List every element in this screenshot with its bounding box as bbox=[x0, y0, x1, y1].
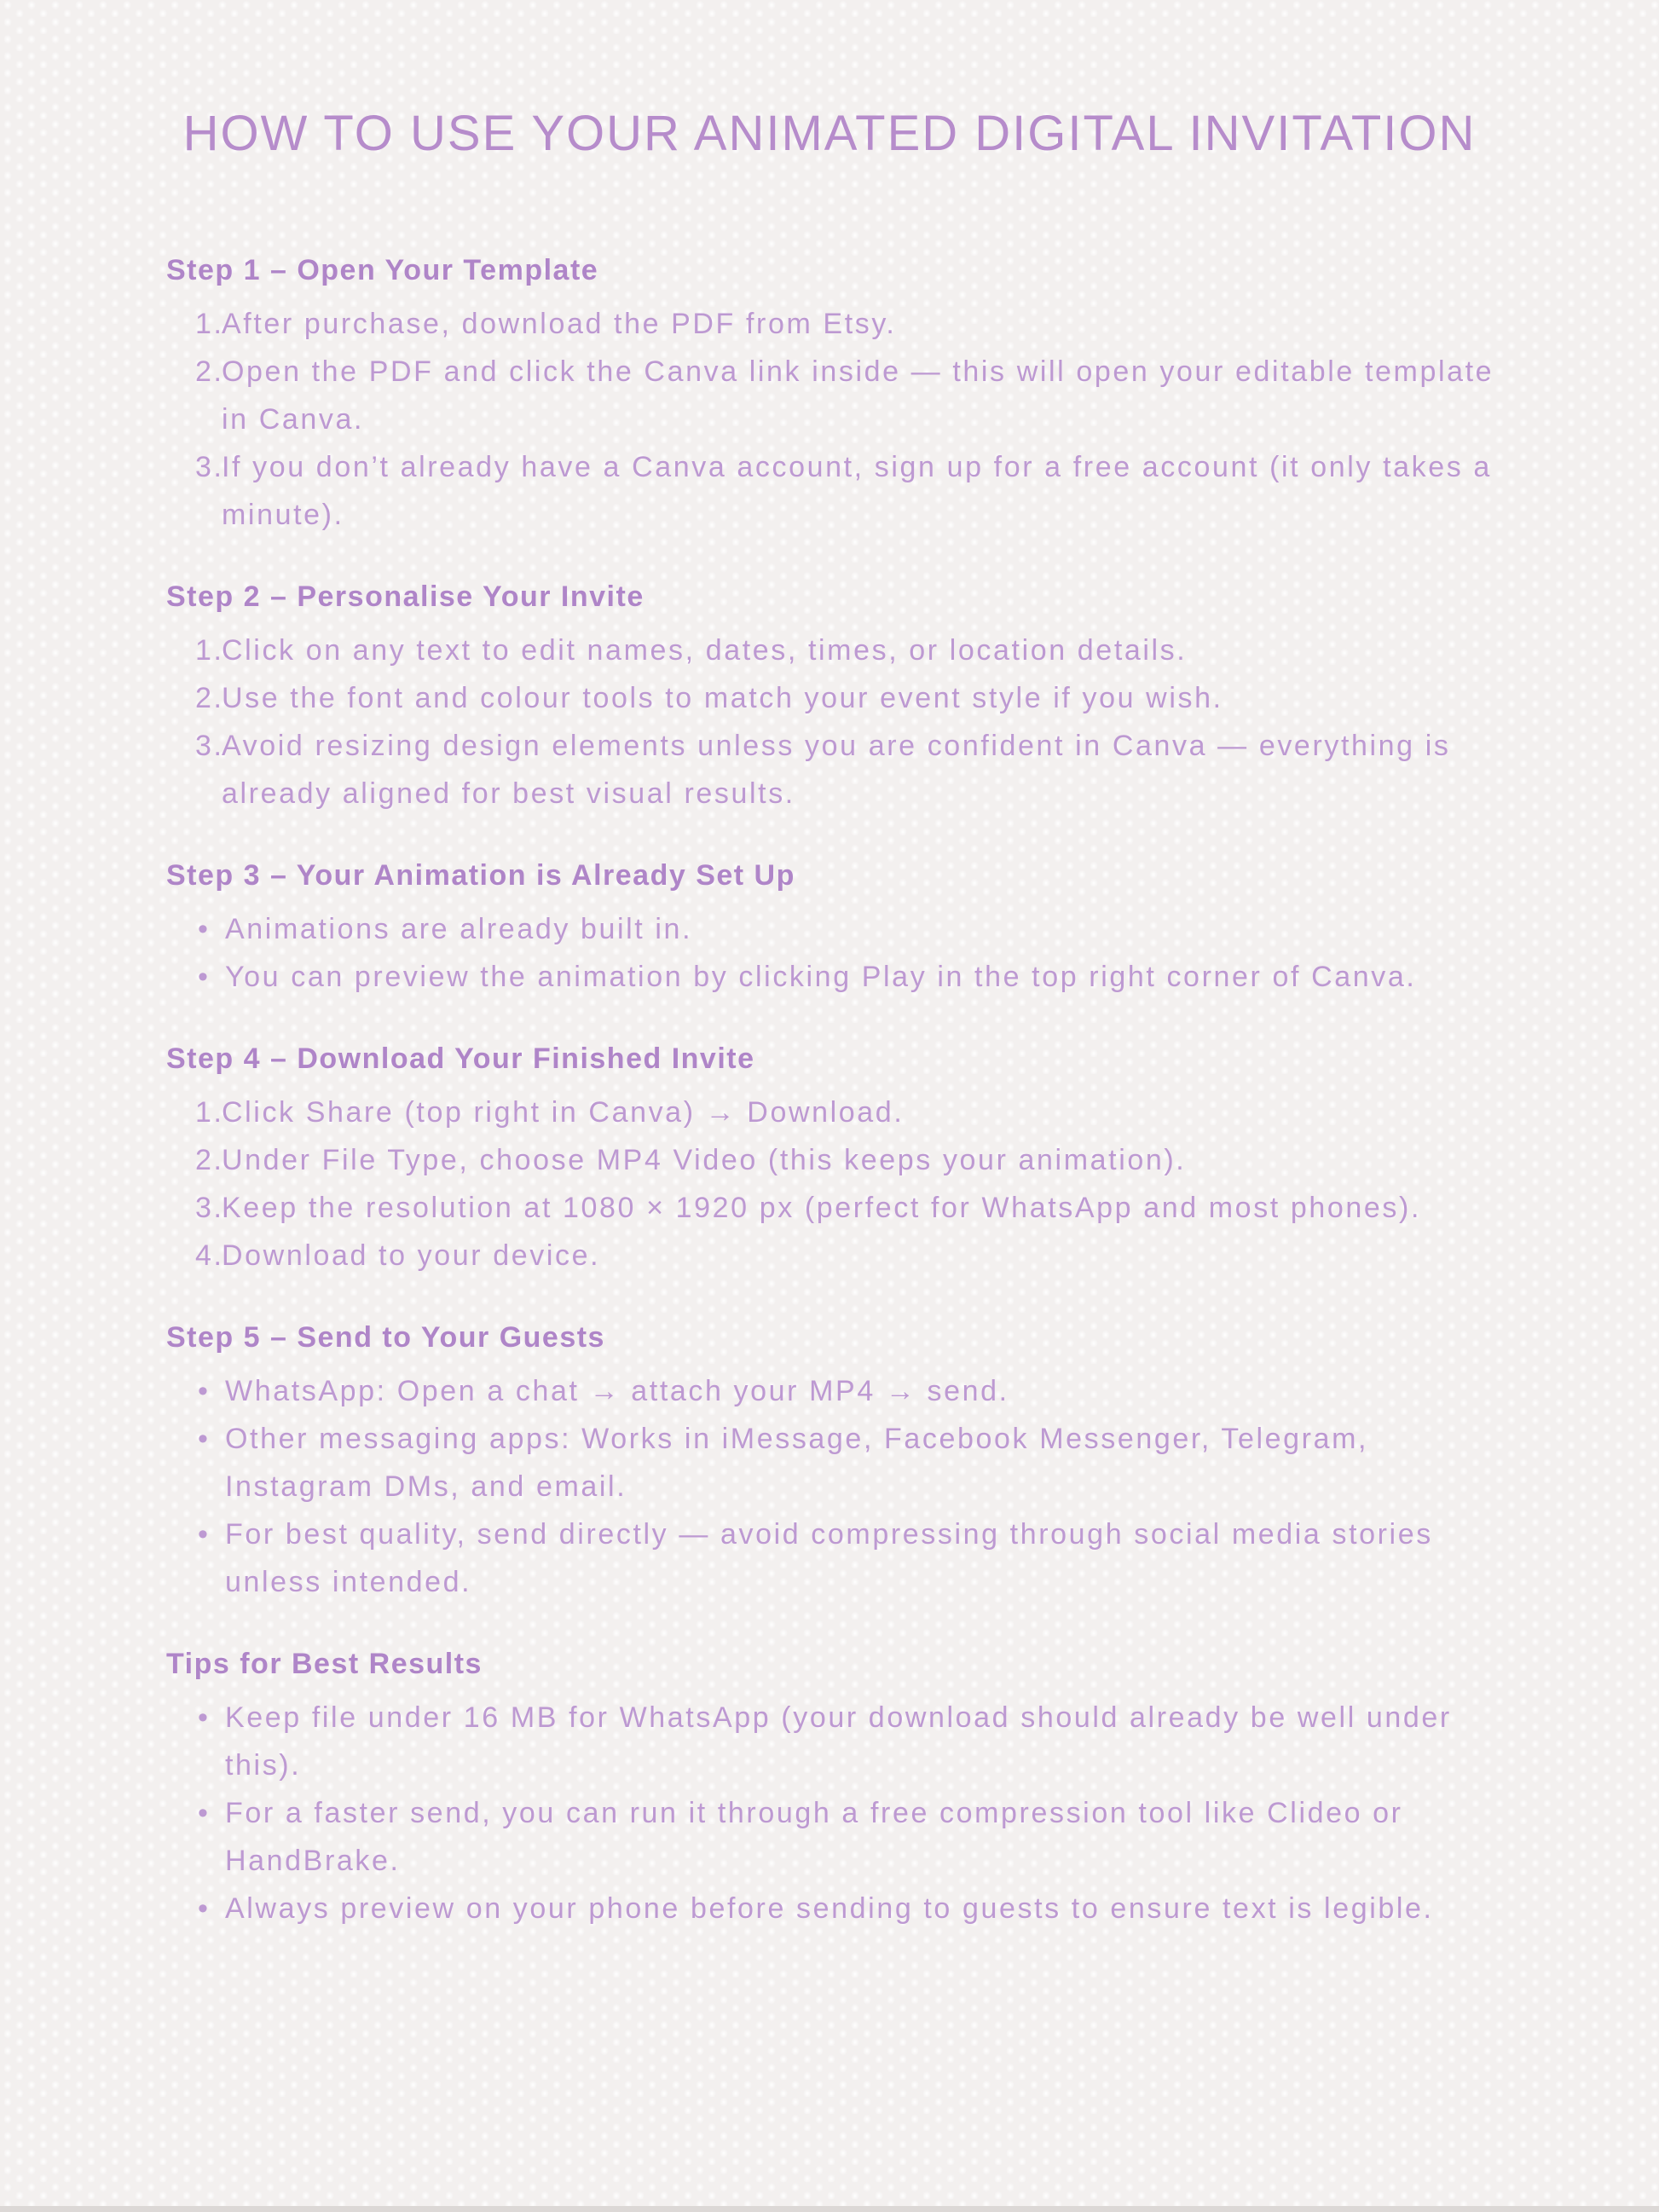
list-item bbox=[166, 1089, 1497, 1136]
section-heading: Step 3 – Your Animation is Already Set Up bbox=[166, 859, 795, 892]
section-step-5 bbox=[166, 1320, 1497, 1606]
list-item-text: After purchase, download the PDF from Etsy. bbox=[222, 308, 897, 340]
numbered-list bbox=[166, 627, 1497, 817]
list-item-text: Keep file under 16 MB for WhatsApp (your download should already be well under this). bbox=[225, 1701, 1452, 1782]
bulleted-list bbox=[166, 905, 1497, 1001]
section-heading: Step 1 – Open Your Template bbox=[166, 254, 599, 286]
list-item-text: Click Share (top right in Canva) → Download. bbox=[222, 1096, 905, 1129]
bullet-marker: • bbox=[198, 1423, 211, 1455]
list-item bbox=[166, 1136, 1497, 1184]
section-step-1 bbox=[166, 252, 1497, 539]
bullet-marker: • bbox=[198, 1375, 211, 1407]
list-item bbox=[166, 443, 1497, 539]
section-step-3 bbox=[166, 858, 1497, 1001]
list-marker: 2. bbox=[195, 1144, 224, 1176]
list-marker: 3. bbox=[195, 451, 224, 483]
bullet-marker: • bbox=[198, 961, 211, 993]
list-marker: 3. bbox=[195, 1192, 224, 1224]
list-marker: 2. bbox=[195, 355, 224, 388]
list-marker: 1. bbox=[195, 634, 224, 667]
list-item bbox=[166, 953, 1497, 1001]
bullet-marker: • bbox=[198, 913, 211, 945]
numbered-list bbox=[166, 300, 1497, 539]
list-item-text: Keep the resolution at 1080 × 1920 px (perfect for WhatsApp and most phones). bbox=[222, 1192, 1422, 1224]
list-item-text: If you don’t already have a Canva account, sign up for a free account (it only takes a minute). bbox=[222, 451, 1492, 531]
list-item-text: For best quality, send directly — avoid compressing through social media stories unless intended. bbox=[225, 1518, 1433, 1598]
list-item bbox=[166, 1367, 1497, 1415]
bullet-marker: • bbox=[198, 1518, 211, 1551]
list-marker: 4. bbox=[195, 1239, 224, 1272]
section-step-4 bbox=[166, 1041, 1497, 1279]
bullet-marker: • bbox=[198, 1701, 211, 1734]
section-heading: Step 5 – Send to Your Guests bbox=[166, 1321, 605, 1354]
list-item bbox=[166, 905, 1497, 953]
list-item bbox=[166, 1232, 1497, 1279]
list-item bbox=[166, 627, 1497, 674]
bullet-marker: • bbox=[198, 1892, 211, 1925]
list-item bbox=[166, 1885, 1497, 1932]
list-item-text: Always preview on your phone before sending to guests to ensure text is legible. bbox=[225, 1892, 1434, 1925]
numbered-list bbox=[166, 1089, 1497, 1279]
list-marker: 2. bbox=[195, 682, 224, 714]
bulleted-list bbox=[166, 1367, 1497, 1606]
list-item-text: WhatsApp: Open a chat → attach your MP4 → send. bbox=[225, 1375, 1009, 1407]
list-marker: 1. bbox=[195, 308, 224, 340]
list-item-text: Open the PDF and click the Canva link inside — this will open your editable template in Canva. bbox=[222, 355, 1494, 436]
list-item-text: Animations are already built in. bbox=[225, 913, 693, 945]
list-item bbox=[166, 1415, 1497, 1510]
list-item-text: For a faster send, you can run it through a free compression tool like Clideo or HandBrake. bbox=[225, 1797, 1403, 1877]
list-item bbox=[166, 1789, 1497, 1885]
list-item-text: You can preview the animation by clicking Play in the top right corner of Canva. bbox=[225, 961, 1417, 993]
page-title: HOW TO USE YOUR ANIMATED DIGITAL INVITATION bbox=[182, 106, 1477, 161]
list-item-text: Use the font and colour tools to match your event style if you wish. bbox=[222, 682, 1223, 714]
list-item bbox=[166, 348, 1497, 443]
list-item bbox=[166, 1694, 1497, 1789]
page-bottom-edge bbox=[0, 2206, 1659, 2212]
section-heading: Step 4 – Download Your Finished Invite bbox=[166, 1042, 755, 1075]
list-item-text: Other messaging apps: Works in iMessage, Facebook Messenger, Telegram, Instagram DMs, and email. bbox=[225, 1423, 1369, 1503]
bullet-marker: • bbox=[198, 1797, 211, 1829]
list-item-text: Under File Type, choose MP4 Video (this keeps your animation). bbox=[222, 1144, 1187, 1176]
section-heading: Tips for Best Results bbox=[166, 1648, 483, 1680]
list-marker: 3. bbox=[195, 730, 224, 762]
list-item bbox=[166, 1510, 1497, 1606]
list-item-text: Download to your device. bbox=[222, 1239, 601, 1272]
section-step-2 bbox=[166, 579, 1497, 817]
section-tips bbox=[166, 1646, 1497, 1932]
section-heading: Step 2 – Personalise Your Invite bbox=[166, 580, 645, 613]
list-item bbox=[166, 722, 1497, 817]
list-item bbox=[166, 1184, 1497, 1232]
list-item-text: Click on any text to edit names, dates, times, or location details. bbox=[222, 634, 1188, 667]
list-item bbox=[166, 674, 1497, 722]
list-item bbox=[166, 300, 1497, 348]
list-marker: 1. bbox=[195, 1096, 224, 1129]
document-content bbox=[166, 252, 1497, 1932]
bulleted-list bbox=[166, 1694, 1497, 1932]
list-item-text: Avoid resizing design elements unless you are confident in Canva — everything is already aligned for best visual results. bbox=[222, 730, 1451, 810]
